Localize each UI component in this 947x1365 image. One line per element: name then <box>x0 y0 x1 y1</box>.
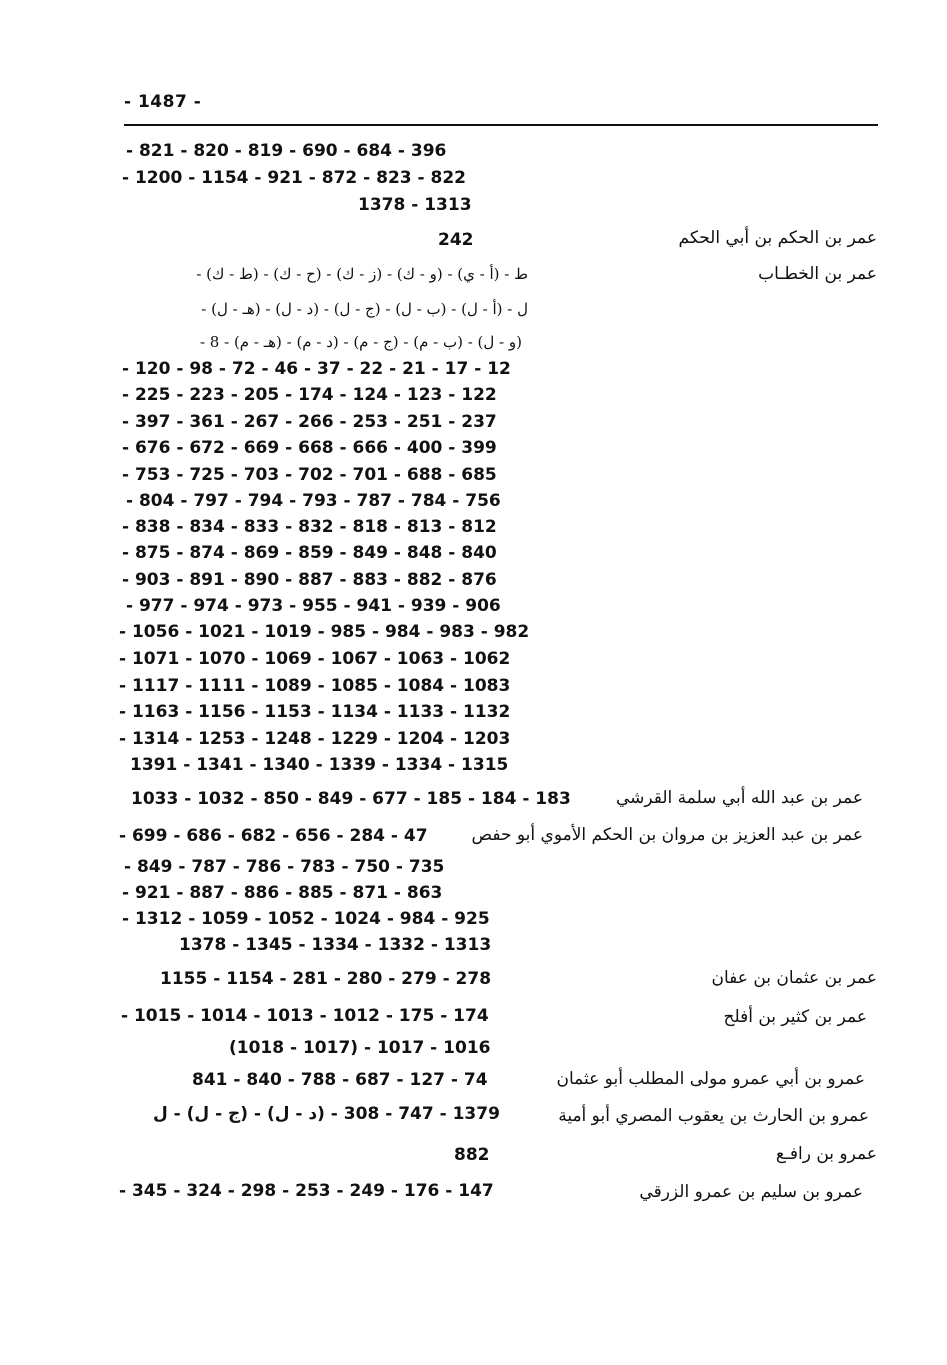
ref-line: 882 <box>454 1145 490 1165</box>
ref-line: (و - ل) - (ب - م) - (ج - م) - (د - م) - (هـ - م) - 8 - <box>199 333 522 351</box>
entry-name: عمر بن الخطـاب <box>758 264 877 284</box>
ref-line: - 1056 - 1021 - 1019 - 985 - 984 - 983 - 982 <box>119 622 530 642</box>
ref-line: - 1015 - 1014 - 1013 - 1012 - 175 - 174 <box>121 1006 489 1026</box>
ref-line: 841 - 840 - 788 - 687 - 127 - 74 <box>192 1070 488 1090</box>
entry-name: عمرو بن الحارث بن يعقوب المصري أبو أمية <box>558 1106 869 1126</box>
ref-line: - 838 - 834 - 833 - 832 - 818 - 813 - 812 <box>122 517 497 537</box>
ref-line: - 676 - 672 - 669 - 668 - 666 - 400 - 399 <box>122 438 497 458</box>
ref-line: - 1314 - 1253 - 1248 - 1229 - 1204 - 1203 <box>119 729 511 749</box>
ref-line: 1378 - 1313 <box>358 195 472 215</box>
entry-name: عمر بن عثمان بن عفان <box>711 968 877 988</box>
ref-line: - 225 - 223 - 205 - 174 - 124 - 123 - 122 <box>122 385 497 405</box>
ref-line: ل - (أ - ل) - (ب - ل) - (ج - ل) - (د - ل) - (هـ - ل) - <box>201 300 528 318</box>
ref-line: ط - (أ - ي) - (و - ك) - (ز - ك) - (ح - ك) - (ط - ك) - <box>196 265 528 283</box>
page-number: - 1487 - <box>124 92 202 112</box>
ref-line: - 849 - 787 - 786 - 783 - 750 - 735 <box>124 857 445 877</box>
entry-name: عمرو بن أبي عمرو مولى المطلب أبو عثمان <box>556 1069 865 1089</box>
ref-line: 1155 - 1154 - 281 - 280 - 279 - 278 <box>160 969 492 989</box>
ref-line: - 753 - 725 - 703 - 702 - 701 - 688 - 685 <box>122 465 497 485</box>
ref-line: - 1117 - 1111 - 1089 - 1085 - 1084 - 1083 <box>119 676 511 696</box>
entry-name: عمرو بن سليم بن عمرو الزرقي <box>639 1182 863 1202</box>
entry-name: عمر بن عبد العزيز بن مروان بن الحكم الأموي أبو حفص <box>471 825 863 845</box>
ref-line: - 977 - 974 - 973 - 955 - 941 - 939 - 906 <box>126 596 501 616</box>
ref-line: - 397 - 361 - 267 - 266 - 253 - 251 - 237 <box>122 412 497 432</box>
entry-name: عمر بن الحكم بن أبي الحكم <box>678 228 877 248</box>
ref-line: - 875 - 874 - 869 - 859 - 849 - 848 - 840 <box>122 543 497 563</box>
ref-line: - 120 - 98 - 72 - 46 - 37 - 22 - 21 - 17 - 12 <box>122 359 511 379</box>
ref-line: 1378 - 1345 - 1334 - 1332 - 1313 <box>179 935 492 955</box>
entry-name: عمر بن عبد الله أبي سلمة القرشي <box>615 788 863 808</box>
entry-name: عمر بن كثير بن أفلح <box>723 1007 867 1027</box>
ref-line: - 821 - 820 - 819 - 690 - 684 - 396 <box>126 141 447 161</box>
ref-line: - 1312 - 1059 - 1052 - 1024 - 984 - 925 <box>122 909 490 929</box>
ref-line: 242 <box>438 230 474 250</box>
ref-line: 1391 - 1341 - 1340 - 1339 - 1334 - 1315 <box>130 755 509 775</box>
ref-line: (1018 - 1017) - 1017 - 1016 <box>229 1038 491 1058</box>
ref-line: 1033 - 1032 - 850 - 849 - 677 - 185 - 184 - 183 <box>131 789 571 809</box>
ref-line: - 1071 - 1070 - 1069 - 1067 - 1063 - 1062 <box>119 649 511 669</box>
ref-line: - 903 - 891 - 890 - 887 - 883 - 882 - 876 <box>122 570 497 590</box>
entry-name: عمرو بن رافـع <box>775 1144 877 1164</box>
ref-line: - 1163 - 1156 - 1153 - 1134 - 1133 - 1132 <box>119 702 511 722</box>
ref-line: - 804 - 797 - 794 - 793 - 787 - 784 - 756 <box>126 491 501 511</box>
ref-line: - 345 - 324 - 298 - 253 - 249 - 176 - 147 <box>119 1181 494 1201</box>
ref-line: - 921 - 887 - 886 - 885 - 871 - 863 <box>122 883 443 903</box>
ref-line: 1379 - 747 - 308 - (د - ل) - (ج - ل) - ل <box>153 1104 500 1124</box>
ref-line: - 1200 - 1154 - 921 - 872 - 823 - 822 <box>122 168 467 188</box>
ref-line: - 699 - 686 - 682 - 656 - 284 - 47 <box>119 826 428 846</box>
